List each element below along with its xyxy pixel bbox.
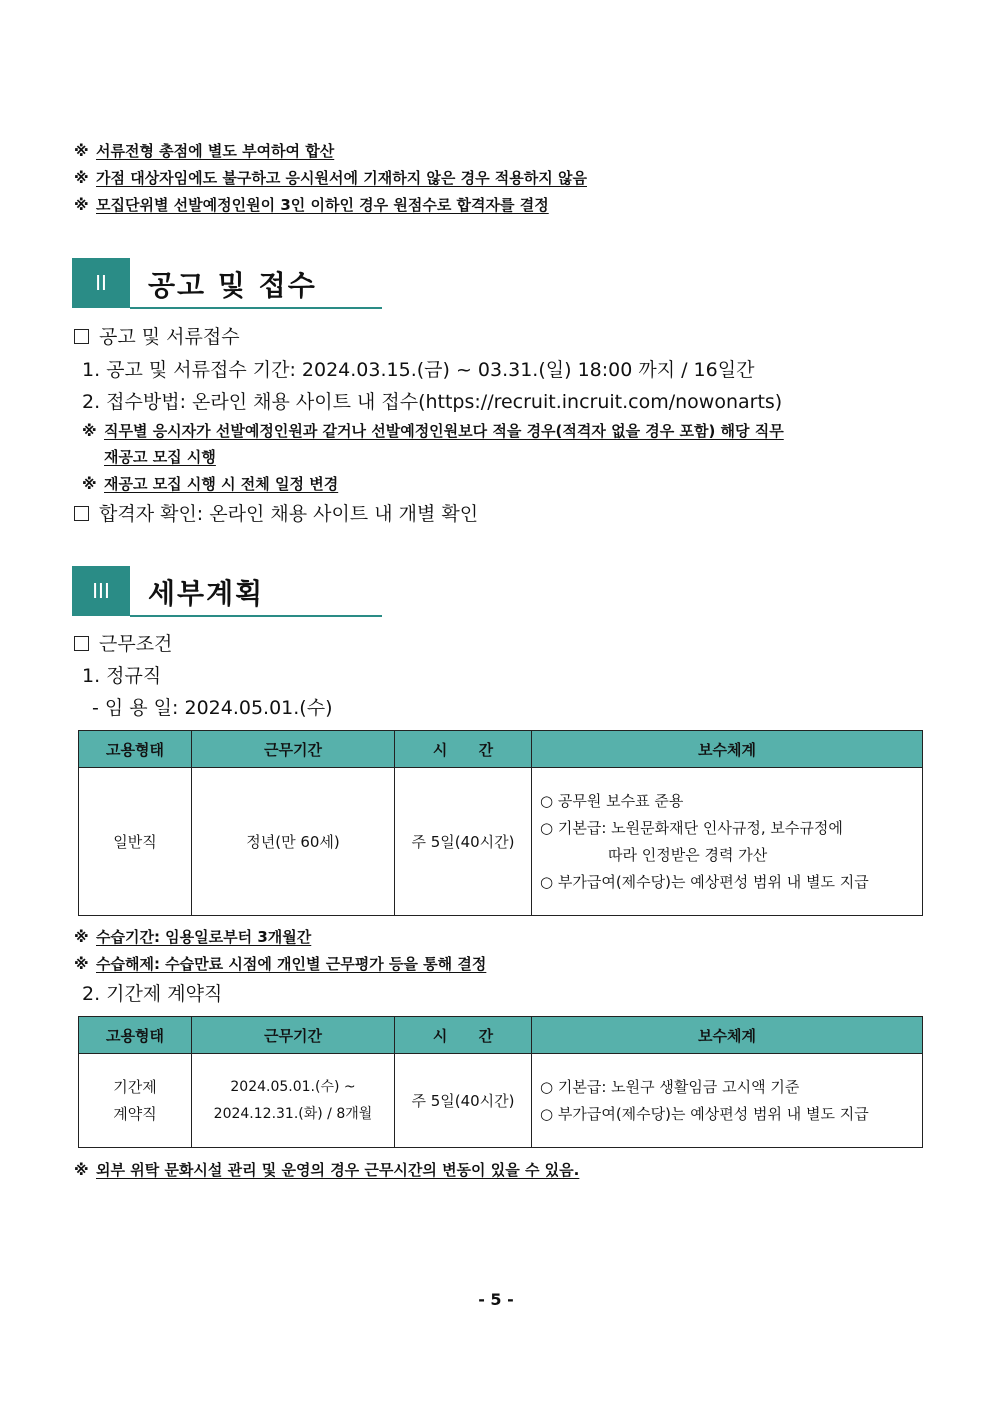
cell-period: 정년(만 60세): [192, 768, 395, 916]
section-title: 공고 및 접수: [148, 269, 317, 302]
cell-type: 일반직: [79, 768, 192, 916]
cell-type: 기간제 계약직: [79, 1054, 192, 1148]
cell-pay: [532, 1054, 923, 1148]
regular-employment-table: [78, 730, 923, 916]
section-heading-2: [72, 258, 382, 308]
note-bonus-not-applied: ※ 가점 대상자임에도 불구하고 응시원서에 기재하지 않은 경우 적용하지 않음: [74, 169, 587, 187]
section-title: 세부계획: [148, 577, 265, 610]
table-header-row: [79, 1017, 923, 1054]
pay-item-cont: 따라 인정받은 경력 가산: [608, 845, 768, 864]
note-working-hours-change: ※ 외부 위탁 문화시설 관리 및 운영의 경우 근무시간의 변동이 있을 수 있음.: [74, 1161, 580, 1179]
note-re-announcement: ※ 직무별 응시자가 선발예정인원과 같거나 선발예정인원보다 적을 경우(적격자 없을 경우 포함) 해당 직무: [82, 422, 784, 440]
section-number: III: [72, 566, 130, 616]
note-schedule-change: ※ 재공고 모집 시행 시 전체 일정 변경: [82, 475, 339, 493]
note-re-announcement-cont: 재공고 모집 시행: [104, 448, 216, 466]
note-raw-score: ※ 모집단위별 선발예정인원이 3인 이하인 경우 원점수로 합격자를 결정: [74, 196, 549, 214]
checkbox-square-icon: [74, 636, 89, 651]
pay-item: ○ 부가급여(제수당)는 예상편성 범위 내 별도 지급: [540, 1104, 869, 1123]
pay-item: ○ 기본급: 노원구 생활임금 고시액 기준: [540, 1077, 800, 1096]
note-probation: ※ 수습기간: 임용일로부터 3개월간: [74, 928, 312, 946]
header-type: 고용형태: [79, 731, 192, 768]
sub-heading-contract: 2. 기간제 계약직: [82, 983, 223, 1005]
appointment-date: - 임 용 일: 2024.05.01.(수): [92, 697, 333, 719]
note-probation-release: ※ 수습해제: 수습만료 시점에 개인별 근무평가 등을 통해 결정: [74, 955, 487, 973]
section-heading-3: [72, 566, 382, 616]
header-pay: 보수체계: [532, 731, 923, 768]
pay-item: ○ 기본급: 노원문화재단 인사규정, 보수규정에: [540, 818, 843, 837]
list-item-work-conditions: 근무조건: [74, 629, 172, 656]
sub-heading-regular: 1. 정규직: [82, 665, 162, 687]
table-row: [79, 1054, 923, 1148]
table-header-row: [79, 731, 923, 768]
list-item-notice: 공고 및 서류접수: [74, 322, 240, 349]
list-item-result-check: 합격자 확인: 온라인 채용 사이트 내 개별 확인: [74, 499, 478, 526]
pay-item: ○ 공무원 보수표 준용: [540, 791, 684, 810]
application-method: 2. 접수방법: 온라인 채용 사이트 내 접수(https://recruit.incruit.com/nowonarts): [82, 391, 783, 413]
cell-hours: 주 5일(40시간): [395, 1054, 532, 1148]
checkbox-square-icon: [74, 506, 89, 521]
header-type: 고용형태: [79, 1017, 192, 1054]
cell-pay: [532, 768, 923, 916]
notice-period: 1. 공고 및 서류접수 기간: 2024.03.15.(금) ~ 03.31.(일) 18:00 까지 / 16일간: [82, 359, 755, 381]
cell-period: 2024.05.01.(수) ~ 2024.12.31.(화) / 8개월: [192, 1054, 395, 1148]
section-underline: [130, 307, 382, 309]
header-hours: 시 간: [395, 1017, 532, 1054]
header-hours: 시 간: [395, 731, 532, 768]
header-period: 근무기간: [192, 731, 395, 768]
contract-employment-table: [78, 1016, 923, 1148]
cell-hours: 주 5일(40시간): [395, 768, 532, 916]
section-underline: [130, 615, 382, 617]
note-total-score: ※ 서류전형 총점에 별도 부여하여 합산: [74, 142, 335, 160]
header-pay: 보수체계: [532, 1017, 923, 1054]
table-row: [79, 768, 923, 916]
header-period: 근무기간: [192, 1017, 395, 1054]
pay-item: ○ 부가급여(제수당)는 예상편성 범위 내 별도 지급: [540, 872, 869, 891]
page-number: - 5 -: [478, 1290, 514, 1309]
checkbox-square-icon: [74, 329, 89, 344]
section-number: II: [72, 258, 130, 308]
